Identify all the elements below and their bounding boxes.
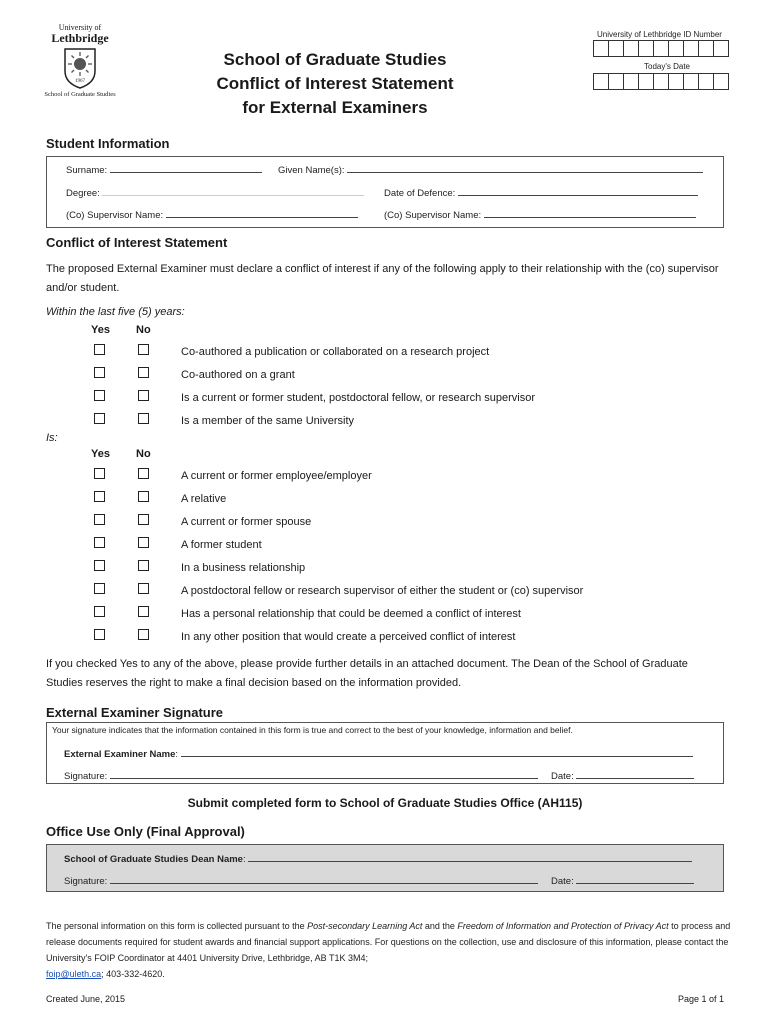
within-no-checkbox-4[interactable] bbox=[138, 413, 149, 424]
university-logo bbox=[40, 24, 120, 104]
examiner-signature-field[interactable] bbox=[64, 769, 538, 782]
is-yes-checkbox-3[interactable] bbox=[94, 514, 105, 525]
signature-heading: External Examiner Signature bbox=[46, 705, 224, 720]
title-line-1: School of Graduate Studies bbox=[223, 50, 447, 69]
within-no-checkbox-1[interactable] bbox=[138, 344, 149, 355]
coi-closing: If you checked Yes to any of the above, please provide further details in an attached document. The Dean of the School of Graduate Studies reserves the right to make a final decision based on the information provided. bbox=[46, 658, 688, 689]
within-yes-checkbox-4[interactable] bbox=[94, 413, 105, 424]
todays-date-boxes[interactable] bbox=[593, 73, 729, 90]
is-yes-checkbox-6[interactable] bbox=[94, 583, 105, 594]
page-number: Page 1 of 1 bbox=[677, 994, 724, 1004]
within-no-checkbox-3[interactable] bbox=[138, 390, 149, 401]
is-no-checkbox-2[interactable] bbox=[138, 491, 149, 502]
is-no-checkbox-3[interactable] bbox=[138, 514, 149, 525]
todays-date-label: Today's Date bbox=[644, 62, 690, 71]
is-item-1: A current or former employee/employer bbox=[181, 470, 372, 482]
title-line-3: for External Examiners bbox=[242, 98, 428, 117]
is-item-5: In a business relationship bbox=[181, 562, 306, 574]
examiner-name-field[interactable]: External Examiner Name: bbox=[64, 747, 693, 760]
examiner-date-label: Date: bbox=[551, 771, 574, 782]
degree-label: Degree: bbox=[66, 188, 100, 199]
within-item-2: Co-authored on a grant bbox=[181, 369, 295, 381]
privacy-text-1: The personal information on this form is collected pursuant to the bbox=[46, 921, 308, 931]
co-supervisor-2-label: (Co) Supervisor Name: bbox=[384, 210, 482, 221]
is-item-2: A relative bbox=[181, 493, 227, 505]
is-yes-checkbox-5[interactable] bbox=[94, 560, 105, 571]
within-item-1: Co-authored a publication or collaborated on a research project bbox=[181, 346, 490, 358]
dean-name-label: School of Graduate Studies Dean Name bbox=[64, 854, 243, 865]
is-item-4: A former student bbox=[181, 539, 262, 551]
within-yes-checkbox-3[interactable] bbox=[94, 390, 105, 401]
within-item-4: Is a member of the same University bbox=[181, 415, 355, 427]
signature-note: Your signature indicates that the information contained in this form is true and correct to the best of your knowledge, information and belief. bbox=[52, 725, 573, 735]
within-yes-checkbox-2[interactable] bbox=[94, 367, 105, 378]
foip-email-link[interactable]: foip@uleth.ca bbox=[46, 969, 102, 979]
dean-signature-label: Signature: bbox=[64, 876, 108, 887]
within-label: Within the last five (5) years: bbox=[46, 306, 185, 318]
coi-heading: Conflict of Interest Statement bbox=[46, 235, 228, 250]
is-no-checkbox-7[interactable] bbox=[138, 606, 149, 617]
submit-instruction: Submit completed form to School of Graduate Studies Office (AH115) bbox=[187, 796, 583, 810]
is-no-checkbox-8[interactable] bbox=[138, 629, 149, 640]
co-supervisor-1-label: (Co) Supervisor Name: bbox=[66, 210, 164, 221]
is-item-3: A current or former spouse bbox=[181, 516, 312, 528]
is-item-7: Has a personal relationship that could be deemed a conflict of interest bbox=[181, 608, 521, 620]
privacy-text-2: and the bbox=[422, 921, 458, 931]
office-heading: Office Use Only (Final Approval) bbox=[46, 824, 245, 839]
dean-name-field[interactable]: School of Graduate Studies Dean Name: bbox=[64, 852, 692, 865]
logo-year: 1967 bbox=[75, 79, 85, 84]
id-number-boxes[interactable] bbox=[593, 40, 729, 57]
surname-field[interactable] bbox=[66, 163, 262, 176]
created-date: Created June, 2015 bbox=[46, 994, 126, 1004]
privacy-notice bbox=[46, 918, 736, 982]
no-header-1: No bbox=[136, 324, 151, 336]
is-item-6: A postdoctoral fellow or research supervisor of either the student or (co) supervisor bbox=[181, 585, 584, 597]
co-supervisor-2-field[interactable] bbox=[384, 208, 696, 221]
logo-university-of: University of bbox=[58, 23, 102, 32]
page-title bbox=[190, 48, 480, 120]
is-yes-checkbox-1[interactable] bbox=[94, 468, 105, 479]
privacy-text-3: to process and release documents required for student awards and financial support applications. For questions on the collection, use and disclosure of this information, please contact the University's FOIP Coordinator at 4401 University Drive, Lethbridge, AB T1K 3M4; bbox=[46, 921, 731, 963]
logo-school: School of Graduate Studies bbox=[44, 91, 116, 98]
within-yes-checkbox-1[interactable] bbox=[94, 344, 105, 355]
date-of-defence-label: Date of Defence: bbox=[384, 188, 456, 199]
dean-signature-field[interactable] bbox=[64, 874, 538, 887]
title-line-2: Conflict of Interest Statement bbox=[216, 74, 454, 93]
foip-phone: ; 403-332-4620. bbox=[101, 969, 165, 979]
shield-icon bbox=[63, 47, 97, 89]
yes-header-1: Yes bbox=[91, 324, 110, 336]
is-yes-checkbox-4[interactable] bbox=[94, 537, 105, 548]
given-names-label: Given Name(s): bbox=[278, 165, 345, 176]
is-label: Is: bbox=[46, 432, 58, 444]
within-item-3: Is a current or former student, postdoctoral fellow, or research supervisor bbox=[181, 392, 535, 404]
privacy-act-1: Post-secondary Learning Act bbox=[307, 921, 423, 931]
dean-date-label: Date: bbox=[551, 876, 574, 887]
is-yes-checkbox-8[interactable] bbox=[94, 629, 105, 640]
student-info-heading: Student Information bbox=[46, 136, 170, 151]
is-no-checkbox-5[interactable] bbox=[138, 560, 149, 571]
coi-intro: The proposed External Examiner must declare a conflict of interest if any of the following apply to their relationship with the (co) supervisor and/or student. bbox=[46, 263, 719, 294]
surname-label: Surname: bbox=[66, 165, 108, 176]
co-supervisor-1-field[interactable] bbox=[66, 208, 358, 221]
examiner-date-field[interactable] bbox=[551, 769, 694, 782]
is-no-checkbox-6[interactable] bbox=[138, 583, 149, 594]
within-no-checkbox-2[interactable] bbox=[138, 367, 149, 378]
is-yes-checkbox-7[interactable] bbox=[94, 606, 105, 617]
is-no-checkbox-1[interactable] bbox=[138, 468, 149, 479]
no-header-2: No bbox=[136, 448, 151, 460]
examiner-name-label: External Examiner Name bbox=[64, 749, 176, 760]
given-names-field[interactable] bbox=[278, 163, 703, 176]
id-number-label: University of Lethbridge ID Number bbox=[597, 30, 722, 39]
logo-lethbridge: Lethbridge bbox=[51, 31, 109, 45]
privacy-act-2: Freedom of Information and Protection of Privacy Act bbox=[457, 921, 669, 931]
degree-field[interactable] bbox=[66, 186, 364, 199]
examiner-signature-label: Signature: bbox=[64, 771, 108, 782]
is-yes-checkbox-2[interactable] bbox=[94, 491, 105, 502]
dean-date-field[interactable] bbox=[551, 874, 694, 887]
date-of-defence-field[interactable] bbox=[384, 186, 698, 199]
is-item-8: In any other position that would create a perceived conflict of interest bbox=[181, 631, 516, 643]
is-no-checkbox-4[interactable] bbox=[138, 537, 149, 548]
yes-header-2: Yes bbox=[91, 448, 110, 460]
